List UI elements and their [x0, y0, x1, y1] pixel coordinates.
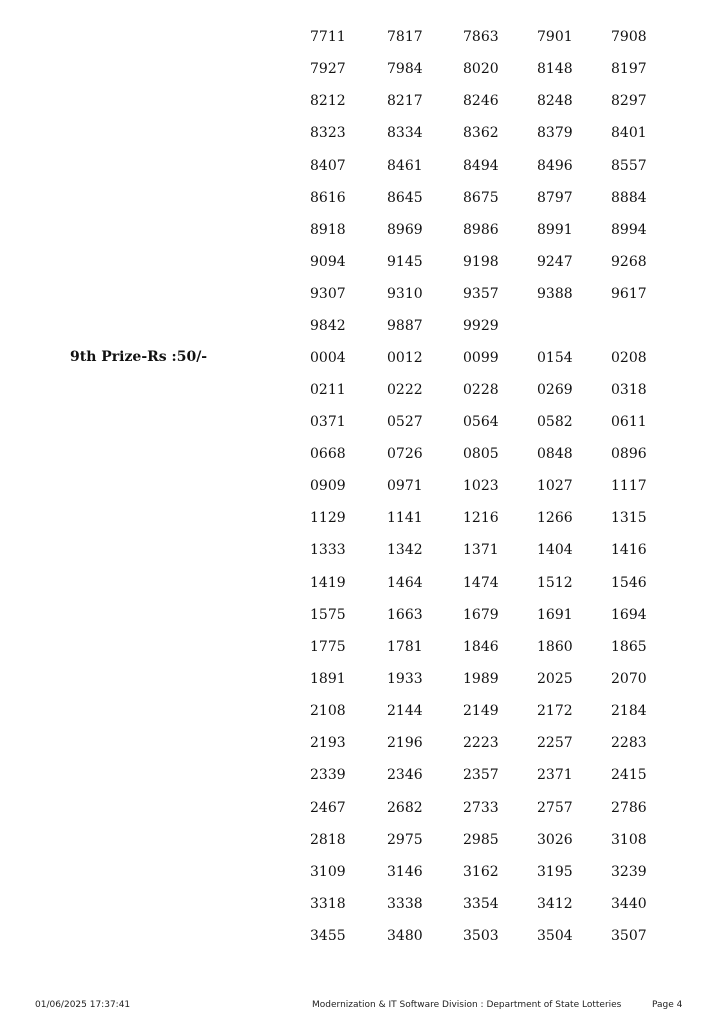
ticket-number: 9310: [387, 286, 423, 303]
ticket-number: 2108: [310, 703, 346, 720]
ticket-number: 2339: [310, 767, 346, 784]
ticket-number: 2070: [611, 671, 647, 687]
ticket-number: 1691: [537, 606, 573, 623]
ticket-number: 1266: [537, 510, 573, 527]
ticket-number: 8148: [537, 61, 573, 78]
ticket-number: 8494: [463, 157, 499, 174]
ticket-number: 9388: [537, 286, 573, 303]
ticket-number: 0805: [463, 445, 499, 462]
number-row: [0, 25, 724, 49]
ticket-number: 0228: [463, 381, 499, 398]
number-row: [0, 250, 724, 274]
ticket-number: 2467: [310, 799, 346, 816]
ticket-number: 1333: [310, 542, 346, 559]
prize-9-label: 9th Prize-Rs :50/-: [70, 349, 208, 365]
ticket-number: 0099: [463, 349, 499, 366]
footer-page-number: Page 4: [652, 1000, 683, 1010]
ticket-number: 1027: [537, 478, 573, 495]
ticket-number: 1371: [463, 542, 499, 559]
number-row: [0, 828, 724, 852]
ticket-number: 3239: [611, 863, 647, 880]
ticket-number: 2682: [387, 799, 423, 816]
ticket-number: 9929: [463, 318, 499, 335]
ticket-number: 1989: [463, 671, 499, 687]
ticket-number: 9094: [310, 254, 346, 271]
number-row: [0, 763, 724, 787]
ticket-number: 1023: [463, 478, 499, 495]
ticket-number: 3026: [537, 831, 573, 848]
ticket-number: 7984: [387, 61, 423, 78]
ticket-number: 1464: [387, 574, 423, 591]
ticket-number: 2025: [537, 671, 573, 687]
number-row: [0, 218, 724, 242]
ticket-number: 0564: [463, 413, 499, 430]
number-row: [0, 892, 724, 916]
number-row: [0, 506, 724, 530]
number-row: [0, 314, 724, 338]
ticket-number: 8797: [537, 189, 573, 206]
number-row: [0, 378, 724, 402]
ticket-number: 2985: [463, 831, 499, 848]
ticket-number: 8994: [611, 221, 647, 238]
ticket-number: 0611: [611, 413, 647, 430]
ticket-number: 1416: [611, 542, 647, 559]
number-row: [0, 442, 724, 466]
ticket-number: 3455: [310, 928, 346, 945]
ticket-number: 9268: [611, 254, 647, 271]
number-row: [0, 346, 724, 370]
ticket-number: 0318: [611, 381, 647, 398]
number-row: [0, 474, 724, 498]
ticket-number: 3480: [387, 928, 423, 945]
ticket-number: 8246: [463, 93, 499, 110]
ticket-number: 3146: [387, 863, 423, 880]
number-row: [0, 603, 724, 627]
ticket-number: 8884: [611, 189, 647, 206]
number-row: [0, 860, 724, 884]
ticket-number: 1404: [537, 542, 573, 559]
ticket-number: 3354: [463, 896, 499, 913]
number-row: [0, 635, 724, 659]
number-row: [0, 796, 724, 820]
number-row: [0, 924, 724, 948]
ticket-number: 3412: [537, 896, 573, 913]
ticket-number: 1933: [387, 671, 423, 687]
ticket-number: 1575: [310, 606, 346, 623]
ticket-number: 0154: [537, 349, 573, 366]
ticket-number: 2818: [310, 831, 346, 848]
ticket-number: 8297: [611, 93, 647, 110]
ticket-number: 8248: [537, 93, 573, 110]
ticket-number: 8991: [537, 221, 573, 238]
ticket-number: 2733: [463, 799, 499, 816]
ticket-number: 9247: [537, 254, 573, 271]
ticket-number: 1679: [463, 606, 499, 623]
ticket-number: 0726: [387, 445, 423, 462]
ticket-number: 8461: [387, 157, 423, 174]
number-row: [0, 410, 724, 434]
ticket-number: 0211: [310, 381, 346, 398]
number-row: [0, 186, 724, 210]
ticket-number: 1546: [611, 574, 647, 591]
ticket-number: 8197: [611, 61, 647, 78]
ticket-number: 0582: [537, 413, 573, 430]
ticket-number: 2975: [387, 831, 423, 848]
ticket-number: 8212: [310, 93, 346, 110]
ticket-number: 8645: [387, 189, 423, 206]
ticket-number: 1129: [310, 510, 346, 527]
ticket-number: 3338: [387, 896, 423, 913]
ticket-number: 1865: [611, 638, 647, 655]
number-row: [0, 89, 724, 113]
ticket-number: 1315: [611, 510, 647, 527]
ticket-number: 2283: [611, 735, 647, 752]
ticket-number: 1891: [310, 671, 346, 687]
number-row: [0, 571, 724, 595]
ticket-number: 8407: [310, 157, 346, 174]
ticket-number: 2415: [611, 767, 647, 784]
ticket-number: 8496: [537, 157, 573, 174]
ticket-number: 3109: [310, 863, 346, 880]
ticket-number: 8362: [463, 125, 499, 142]
ticket-number: 0004: [310, 349, 346, 366]
ticket-number: 2184: [611, 703, 647, 720]
number-row: [0, 667, 724, 691]
ticket-number: 9357: [463, 286, 499, 303]
number-row: [0, 282, 724, 306]
ticket-number: 7927: [310, 61, 346, 78]
number-row: [0, 57, 724, 81]
ticket-number: 8401: [611, 125, 647, 142]
ticket-number: 7901: [537, 29, 573, 45]
ticket-number: 0527: [387, 413, 423, 430]
ticket-number: 3318: [310, 896, 346, 913]
ticket-number: 2144: [387, 703, 423, 720]
ticket-number: 0371: [310, 413, 346, 430]
ticket-number: 0909: [310, 478, 346, 495]
ticket-number: 3162: [463, 863, 499, 880]
ticket-number: 3108: [611, 831, 647, 848]
number-row: [0, 699, 724, 723]
number-row: [0, 731, 724, 755]
ticket-number: 9307: [310, 286, 346, 303]
ticket-number: 7908: [611, 29, 647, 45]
ticket-number: 8969: [387, 221, 423, 238]
ticket-number: 3195: [537, 863, 573, 880]
ticket-number: 2149: [463, 703, 499, 720]
ticket-number: 0269: [537, 381, 573, 398]
ticket-number: 2786: [611, 799, 647, 816]
ticket-number: 0012: [387, 349, 423, 366]
ticket-number: 1781: [387, 638, 423, 655]
ticket-number: 1141: [387, 510, 423, 527]
ticket-number: 3440: [611, 896, 647, 913]
ticket-number: 3503: [463, 928, 499, 945]
ticket-number: 8323: [310, 125, 346, 142]
ticket-number: 1663: [387, 606, 423, 623]
ticket-number: 7711: [310, 29, 346, 45]
ticket-number: 9887: [387, 318, 423, 335]
ticket-number: 2346: [387, 767, 423, 784]
ticket-number: 2196: [387, 735, 423, 752]
ticket-number: 2193: [310, 735, 346, 752]
number-row: [0, 154, 724, 178]
ticket-number: 1775: [310, 638, 346, 655]
ticket-number: 8379: [537, 125, 573, 142]
ticket-number: 7817: [387, 29, 423, 45]
ticket-number: 1694: [611, 606, 647, 623]
ticket-number: 8918: [310, 221, 346, 238]
ticket-number: 1846: [463, 638, 499, 655]
ticket-number: 1419: [310, 574, 346, 591]
ticket-number: 1342: [387, 542, 423, 559]
ticket-number: 9198: [463, 254, 499, 271]
ticket-number: 9617: [611, 286, 647, 303]
ticket-number: 8986: [463, 221, 499, 238]
ticket-number: 8557: [611, 157, 647, 174]
ticket-number: 8334: [387, 125, 423, 142]
ticket-number: 0848: [537, 445, 573, 462]
ticket-number: 1860: [537, 638, 573, 655]
ticket-number: 3507: [611, 928, 647, 945]
ticket-number: 0896: [611, 445, 647, 462]
ticket-number: 1117: [611, 478, 647, 495]
ticket-number: 0668: [310, 445, 346, 462]
ticket-number: 3504: [537, 928, 573, 945]
ticket-number: 2223: [463, 735, 499, 752]
ticket-number: 1474: [463, 574, 499, 591]
number-row: [0, 538, 724, 562]
number-row: [0, 121, 724, 145]
ticket-number: 8020: [463, 61, 499, 78]
ticket-number: 8675: [463, 189, 499, 206]
ticket-number: 2757: [537, 799, 573, 816]
ticket-number: 2371: [537, 767, 573, 784]
footer-division: Modernization & IT Software Division : Department of State Lotteries: [312, 1000, 622, 1010]
ticket-number: 9842: [310, 318, 346, 335]
ticket-number: 2257: [537, 735, 573, 752]
ticket-number: 9145: [387, 254, 423, 271]
ticket-number: 2357: [463, 767, 499, 784]
ticket-number: 1512: [537, 574, 573, 591]
ticket-number: 0971: [387, 478, 423, 495]
ticket-number: 8217: [387, 93, 423, 110]
ticket-number: 2172: [537, 703, 573, 720]
ticket-number: 0208: [611, 349, 647, 366]
ticket-number: 7863: [463, 29, 499, 45]
ticket-number: 8616: [310, 189, 346, 206]
ticket-number: 1216: [463, 510, 499, 527]
ticket-number: 0222: [387, 381, 423, 398]
footer-datetime: 01/06/2025 17:37:41: [35, 1000, 131, 1010]
